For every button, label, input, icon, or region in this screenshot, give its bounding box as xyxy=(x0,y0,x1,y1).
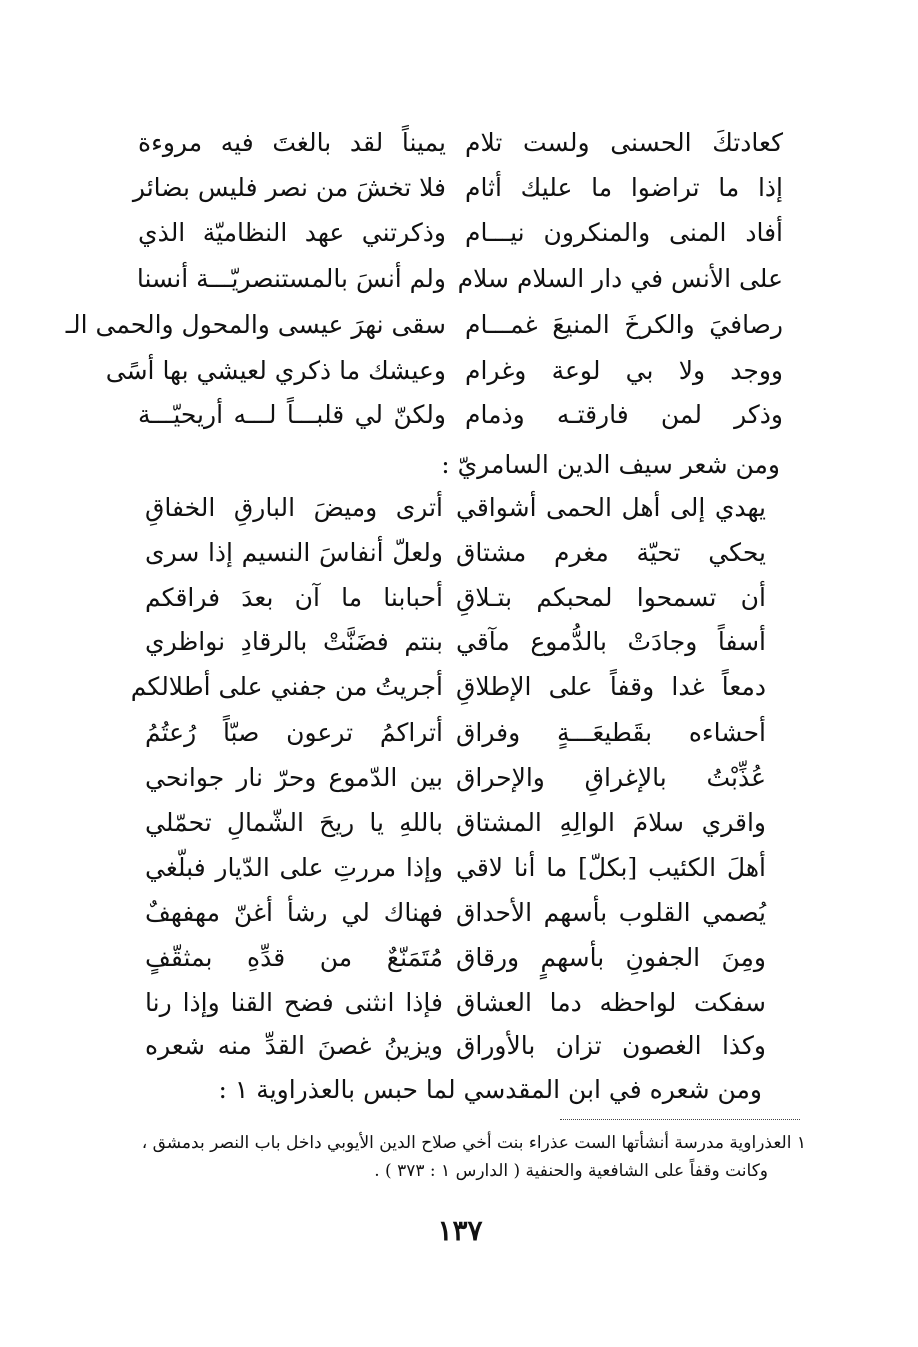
verse-second-hemistich: إذا ما تراضوا ما عليك أثام xyxy=(465,173,783,202)
verse-second-hemistich: يهدي إلى أهل الحمى أشواقي xyxy=(456,493,766,522)
verse-first-hemistich: وإذا مررتِ على الدّيار فبلّغي xyxy=(145,853,443,882)
footnote-line: وكانت وقفاً على الشافعية والحنفية ( الدارس ١ : ٣٧٣ ) . xyxy=(374,1161,768,1181)
verse-first-hemistich: يميناً لقد بالغتَ فيه مروءة xyxy=(138,128,446,157)
verse-first-hemistich: أترى وميضَ البارقِ الخفاقِ xyxy=(145,493,443,522)
verse-first-hemistich: بنتم فضَنَّتْ بالرقادِ نواظري xyxy=(145,627,443,656)
verse-second-hemistich: واقري سلامَ الوالِهِ المشتاق xyxy=(456,808,766,837)
poem-intro-line: ومن شعره في ابن المقدسي لما حبس بالعذراوية ١ : xyxy=(218,1075,762,1104)
verse-first-hemistich: مُتَمَنّعٌ من قدِّهِ بمثقّفٍ xyxy=(145,943,443,972)
verse-first-hemistich: وذكرتني عهد النظاميّة الذي xyxy=(138,218,446,247)
verse-second-hemistich: رصافيَ والكرخَ المنيعَ غمـــام xyxy=(465,310,783,339)
verse-second-hemistich: وكذا الغصون تزان بالأوراق xyxy=(456,1031,766,1060)
verse-first-hemistich: أتراكمُ ترعون صبّاً رُعتُمُ xyxy=(145,718,443,747)
verse-first-hemistich: ولكنّ لي قلبـــاً لـــه أريحيّـــة xyxy=(138,400,446,429)
verse-second-hemistich: عُذِّبْتُ بالإغراقِ والإحراق xyxy=(456,763,766,792)
verse-first-hemistich: وعيشك ما ذكري لعيشي بها أسًى xyxy=(105,356,446,385)
verse-first-hemistich: أجريتُ من جفني على أطلالكم xyxy=(130,672,443,701)
verse-second-hemistich: أفاد المنى والمنكرون نيـــام xyxy=(465,218,783,247)
verse-first-hemistich: ويزينُ غصنَ القدِّ منه شعره xyxy=(145,1031,443,1060)
poem-intro-line: ومن شعر سيف الدين السامريّ : xyxy=(441,450,780,479)
verse-second-hemistich: أسفاً وجادَتْ بالدُّموع مآقي xyxy=(456,627,766,656)
verse-second-hemistich: يحكي تحيّة مغرم مشتاق xyxy=(456,538,766,567)
verse-first-hemistich: ولم أنسَ بالمستنصريّـــة أنسنا xyxy=(136,264,446,293)
footnote-line: ١ العذراوية مدرسة أنشأتها الست عذراء بنت أخي صلاح الدين الأيوبي داخل باب النصر بدمشق ، xyxy=(141,1133,806,1153)
verse-second-hemistich: دمعاً غدا وقفاً على الإطلاقِ xyxy=(456,672,766,701)
footnote-separator xyxy=(560,1119,800,1120)
verse-second-hemistich: كعادتكَ الحسنى ولست تلام xyxy=(465,128,783,157)
verse-second-hemistich: أحشاءه بقَطيعَـــةٍ وفراق xyxy=(456,718,766,747)
verse-second-hemistich: أهلَ الكئيب [بكلّ] ما أنا لاقي xyxy=(456,853,766,882)
verse-second-hemistich: أن تسمحوا لمحبكم بتـلاقِ xyxy=(456,583,766,612)
page-number: ١٣٧ xyxy=(437,1214,483,1247)
verse-second-hemistich: ومِنَ الجفونِ بأسهمٍ ورقاق xyxy=(456,943,766,972)
verse-first-hemistich: سقى نهرَ عيسى والمحول والحمى الـ xyxy=(65,310,446,339)
verse-second-hemistich: ووجد ولا بي لوعة وغرام xyxy=(465,356,783,385)
verse-first-hemistich: فإذا انثنى فضح القنا وإذا رنا xyxy=(145,988,443,1017)
verse-first-hemistich: أحبابنا ما آن بعدَ فراقكم xyxy=(145,583,443,612)
verse-first-hemistich: ولعلّ أنفاسَ النسيم إذا سرى xyxy=(145,538,443,567)
verse-second-hemistich: على الأنس في دار السلام سلام xyxy=(457,264,783,293)
verse-first-hemistich: باللهِ يا ريحَ الشّمالِ تحمّلي xyxy=(145,808,443,837)
verse-second-hemistich: وذكر لمن فارقتـه وذمام xyxy=(465,400,783,429)
verse-second-hemistich: سفكت لواحظه دما العشاق xyxy=(456,988,766,1017)
verse-first-hemistich: فهناك لي رشأ أغنّ مهفهفٌ xyxy=(145,898,443,927)
verse-second-hemistich: يُصمي القلوب بأسهم الأحداق xyxy=(456,898,766,927)
verse-first-hemistich: فلا تخشَ من نصر فليس بضائر xyxy=(132,173,446,202)
verse-first-hemistich: بين الدّموع وحرّ نار جوانحي xyxy=(145,763,443,792)
